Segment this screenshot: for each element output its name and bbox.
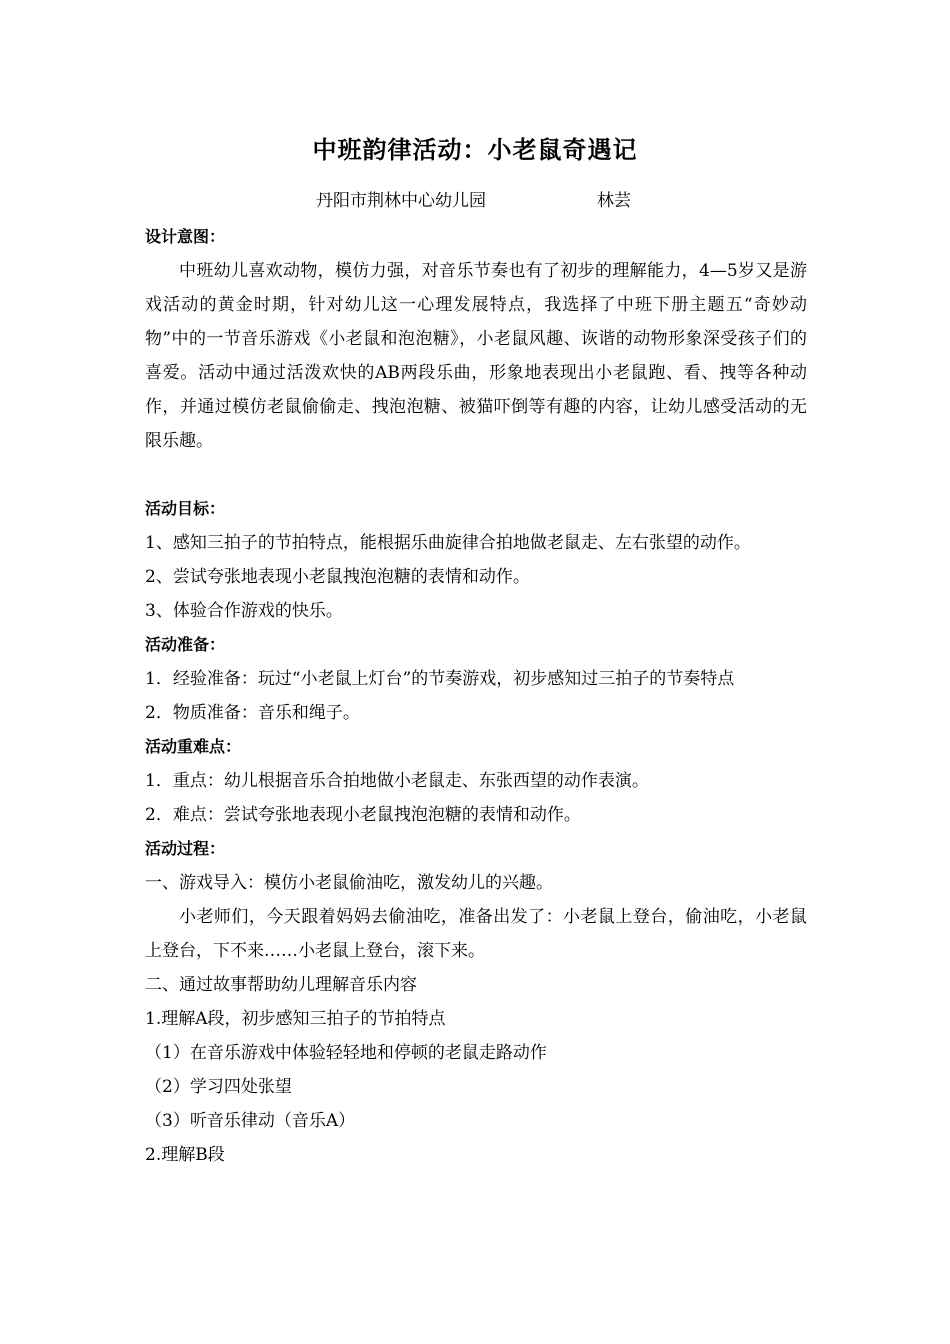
process-sub-2: 2.理解B段 (145, 1145, 225, 1165)
preparation-item: 2．物质准备：音乐和绳子。 (145, 703, 360, 723)
process-heading: 活动过程： (145, 839, 226, 858)
process-sub-1-item: （2）学习四处张望 (145, 1077, 292, 1097)
key-points-heading: 活动重难点： (145, 737, 242, 756)
goal-item: 2、尝试夸张地表现小老鼠拽泡泡糖的表情和动作。 (145, 567, 530, 587)
process-sub-1-item: （3）听音乐律动（音乐A） (145, 1111, 356, 1131)
goal-item: 3、体验合作游戏的快乐。 (145, 601, 343, 621)
key-point-item: 2．难点：尝试夸张地表现小老鼠拽泡泡糖的表情和动作。 (145, 805, 581, 825)
school-name: 丹阳市荆林中心幼儿园 (316, 191, 486, 211)
goal-item: 1、感知三拍子的节拍特点，能根据乐曲旋律合拍地做老鼠走、左右张望的动作。 (145, 533, 751, 553)
document-body (145, 220, 807, 1172)
process-sub-1: 1.理解A段，初步感知三拍子的节拍特点 (145, 1009, 446, 1029)
design-intent-heading: 设计意图： (145, 227, 226, 246)
process-step-2: 二、通过故事帮助幼儿理解音乐内容 (145, 975, 417, 995)
process-sub-1-item: （1）在音乐游戏中体验轻轻地和停顿的老鼠走路动作 (145, 1043, 547, 1063)
design-intent-paragraph: 中班幼儿喜欢动物，模仿力强，对音乐节奏也有了初步的理解能力，4—5岁又是游戏活动的黄金时期，针对幼儿这一心理发展特点，我选择了中班下册主题五“奇妙动物”中的一节音乐游戏《小老鼠和泡泡糖》，小老鼠风趣、诙谐的动物形象深受孩子们的喜爱。活动中通过活泼欢快的AB两段乐曲，形象地表现出小老鼠跑、看、拽等各种动作，并通过模仿老鼠偷偷走、拽泡泡糖、被猫吓倒等有趣的内容，让幼儿感受活动的无限乐趣。 (145, 261, 807, 451)
author-name: 林芸 (597, 191, 631, 211)
preparation-item: 1．经验准备：玩过“小老鼠上灯台”的节奏游戏，初步感知过三拍子的节奏特点 (145, 669, 735, 689)
process-step-1-paragraph: 小老师们，今天跟着妈妈去偷油吃，准备出发了：小老鼠上登台，偷油吃，小老鼠上登台，下不来……小老鼠上登台，滚下来。 (145, 907, 807, 961)
page-title: 中班韵律活动：小老鼠奇遇记 (312, 136, 638, 164)
spacer (145, 458, 807, 492)
preparation-heading: 活动准备： (145, 635, 226, 654)
goals-heading: 活动目标： (145, 499, 226, 518)
process-step-1: 一、游戏导入：模仿小老鼠偷油吃，激发幼儿的兴趣。 (145, 873, 553, 893)
byline (0, 186, 950, 210)
key-point-item: 1．重点：幼儿根据音乐合拍地做小老鼠走、东张西望的动作表演。 (145, 771, 649, 791)
